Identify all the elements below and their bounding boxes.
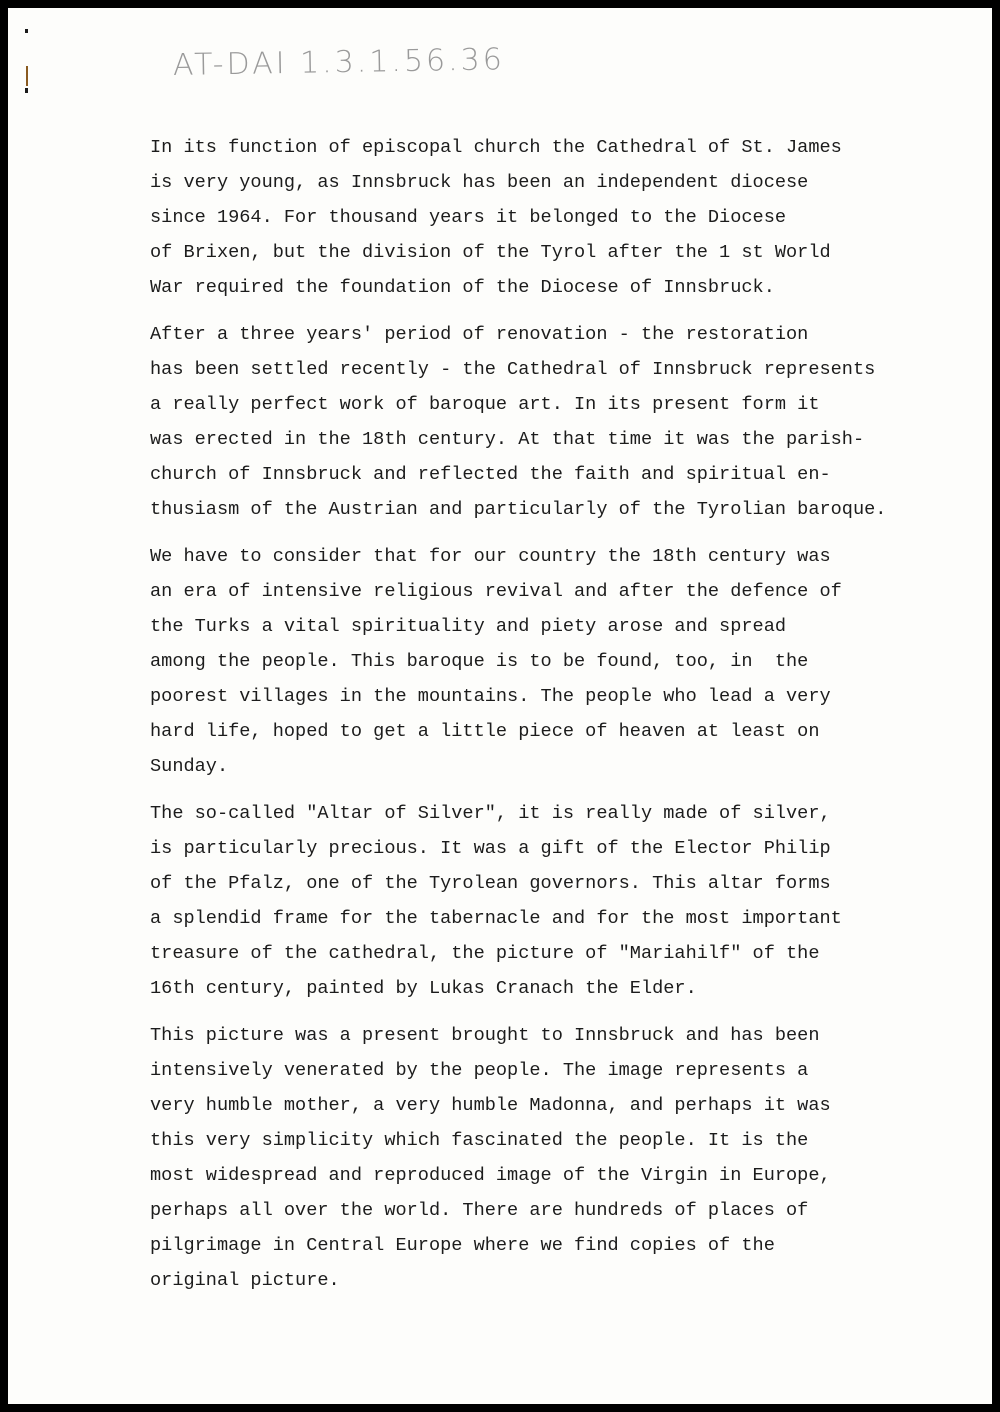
text-line: since 1964. For thousand years it belonged to the Diocese: [150, 207, 787, 228]
text-line: the Turks a vital spirituality and piety arose and spread: [150, 616, 787, 637]
document-body: [150, 130, 980, 1310]
text-line: most widespread and reproduced image of the Virgin in Europe,: [150, 1165, 831, 1186]
text-line: an era of intensive religious revival and after the defence of: [150, 581, 842, 602]
text-line: church of Innsbruck and reflected the faith and spiritual en-: [150, 464, 831, 485]
text-line: original picture.: [150, 1270, 340, 1291]
text-line: has been settled recently - the Cathedral of Innsbruck represents: [150, 359, 876, 380]
text-line: among the people. This baroque is to be found, too, in the: [150, 651, 809, 672]
text-line: The so-called "Altar of Silver", it is really made of silver,: [150, 803, 831, 824]
text-line: perhaps all over the world. There are hundreds of places of: [150, 1200, 809, 1221]
text-line: This picture was a present brought to Innsbruck and has been: [150, 1025, 820, 1046]
paragraph: [150, 1018, 980, 1298]
punch-mark: [25, 29, 28, 33]
text-line: is very young, as Innsbruck has been an independent diocese: [150, 172, 809, 193]
text-line: 16th century, painted by Lukas Cranach the Elder.: [150, 978, 697, 999]
text-line: hard life, hoped to get a little piece of heaven at least on: [150, 721, 820, 742]
text-line: treasure of the cathedral, the picture of "Mariahilf" of the: [150, 943, 820, 964]
text-line: War required the foundation of the Diocese of Innsbruck.: [150, 277, 775, 298]
text-line: was erected in the 18th century. At that time it was the parish-: [150, 429, 865, 450]
text-line: intensively venerated by the people. The image represents a: [150, 1060, 809, 1081]
text-line: very humble mother, a very humble Madonna, and perhaps it was: [150, 1095, 831, 1116]
paragraph: [150, 317, 980, 527]
text-line: pilgrimage in Central Europe where we find copies of the: [150, 1235, 775, 1256]
punch-mark: [25, 88, 28, 93]
document-page: [8, 8, 992, 1404]
text-line: poorest villages in the mountains. The people who lead a very: [150, 686, 831, 707]
text-line: Sunday.: [150, 756, 229, 777]
text-line: After a three years' period of renovation - the restoration: [150, 324, 809, 345]
text-line: of Brixen, but the division of the Tyrol after the 1 st World: [150, 242, 831, 263]
text-line: a really perfect work of baroque art. In its present form it: [150, 394, 820, 415]
text-line: a splendid frame for the tabernacle and for the most important: [150, 908, 842, 929]
archive-reference: AT-DAI 1.3.1.56.36: [172, 42, 506, 83]
text-line: In its function of episcopal church the Cathedral of St. James: [150, 137, 842, 158]
text-line: is particularly precious. It was a gift of the Elector Philip: [150, 838, 831, 859]
text-line: this very simplicity which fascinated the people. It is the: [150, 1130, 809, 1151]
punch-mark: [26, 66, 28, 86]
paragraph: [150, 796, 980, 1006]
text-line: thusiasm of the Austrian and particularly of the Tyrolian baroque.: [150, 499, 887, 520]
paragraph: [150, 539, 980, 784]
text-line: We have to consider that for our country the 18th century was: [150, 546, 831, 567]
paragraph: [150, 130, 980, 305]
text-line: of the Pfalz, one of the Tyrolean governors. This altar forms: [150, 873, 831, 894]
